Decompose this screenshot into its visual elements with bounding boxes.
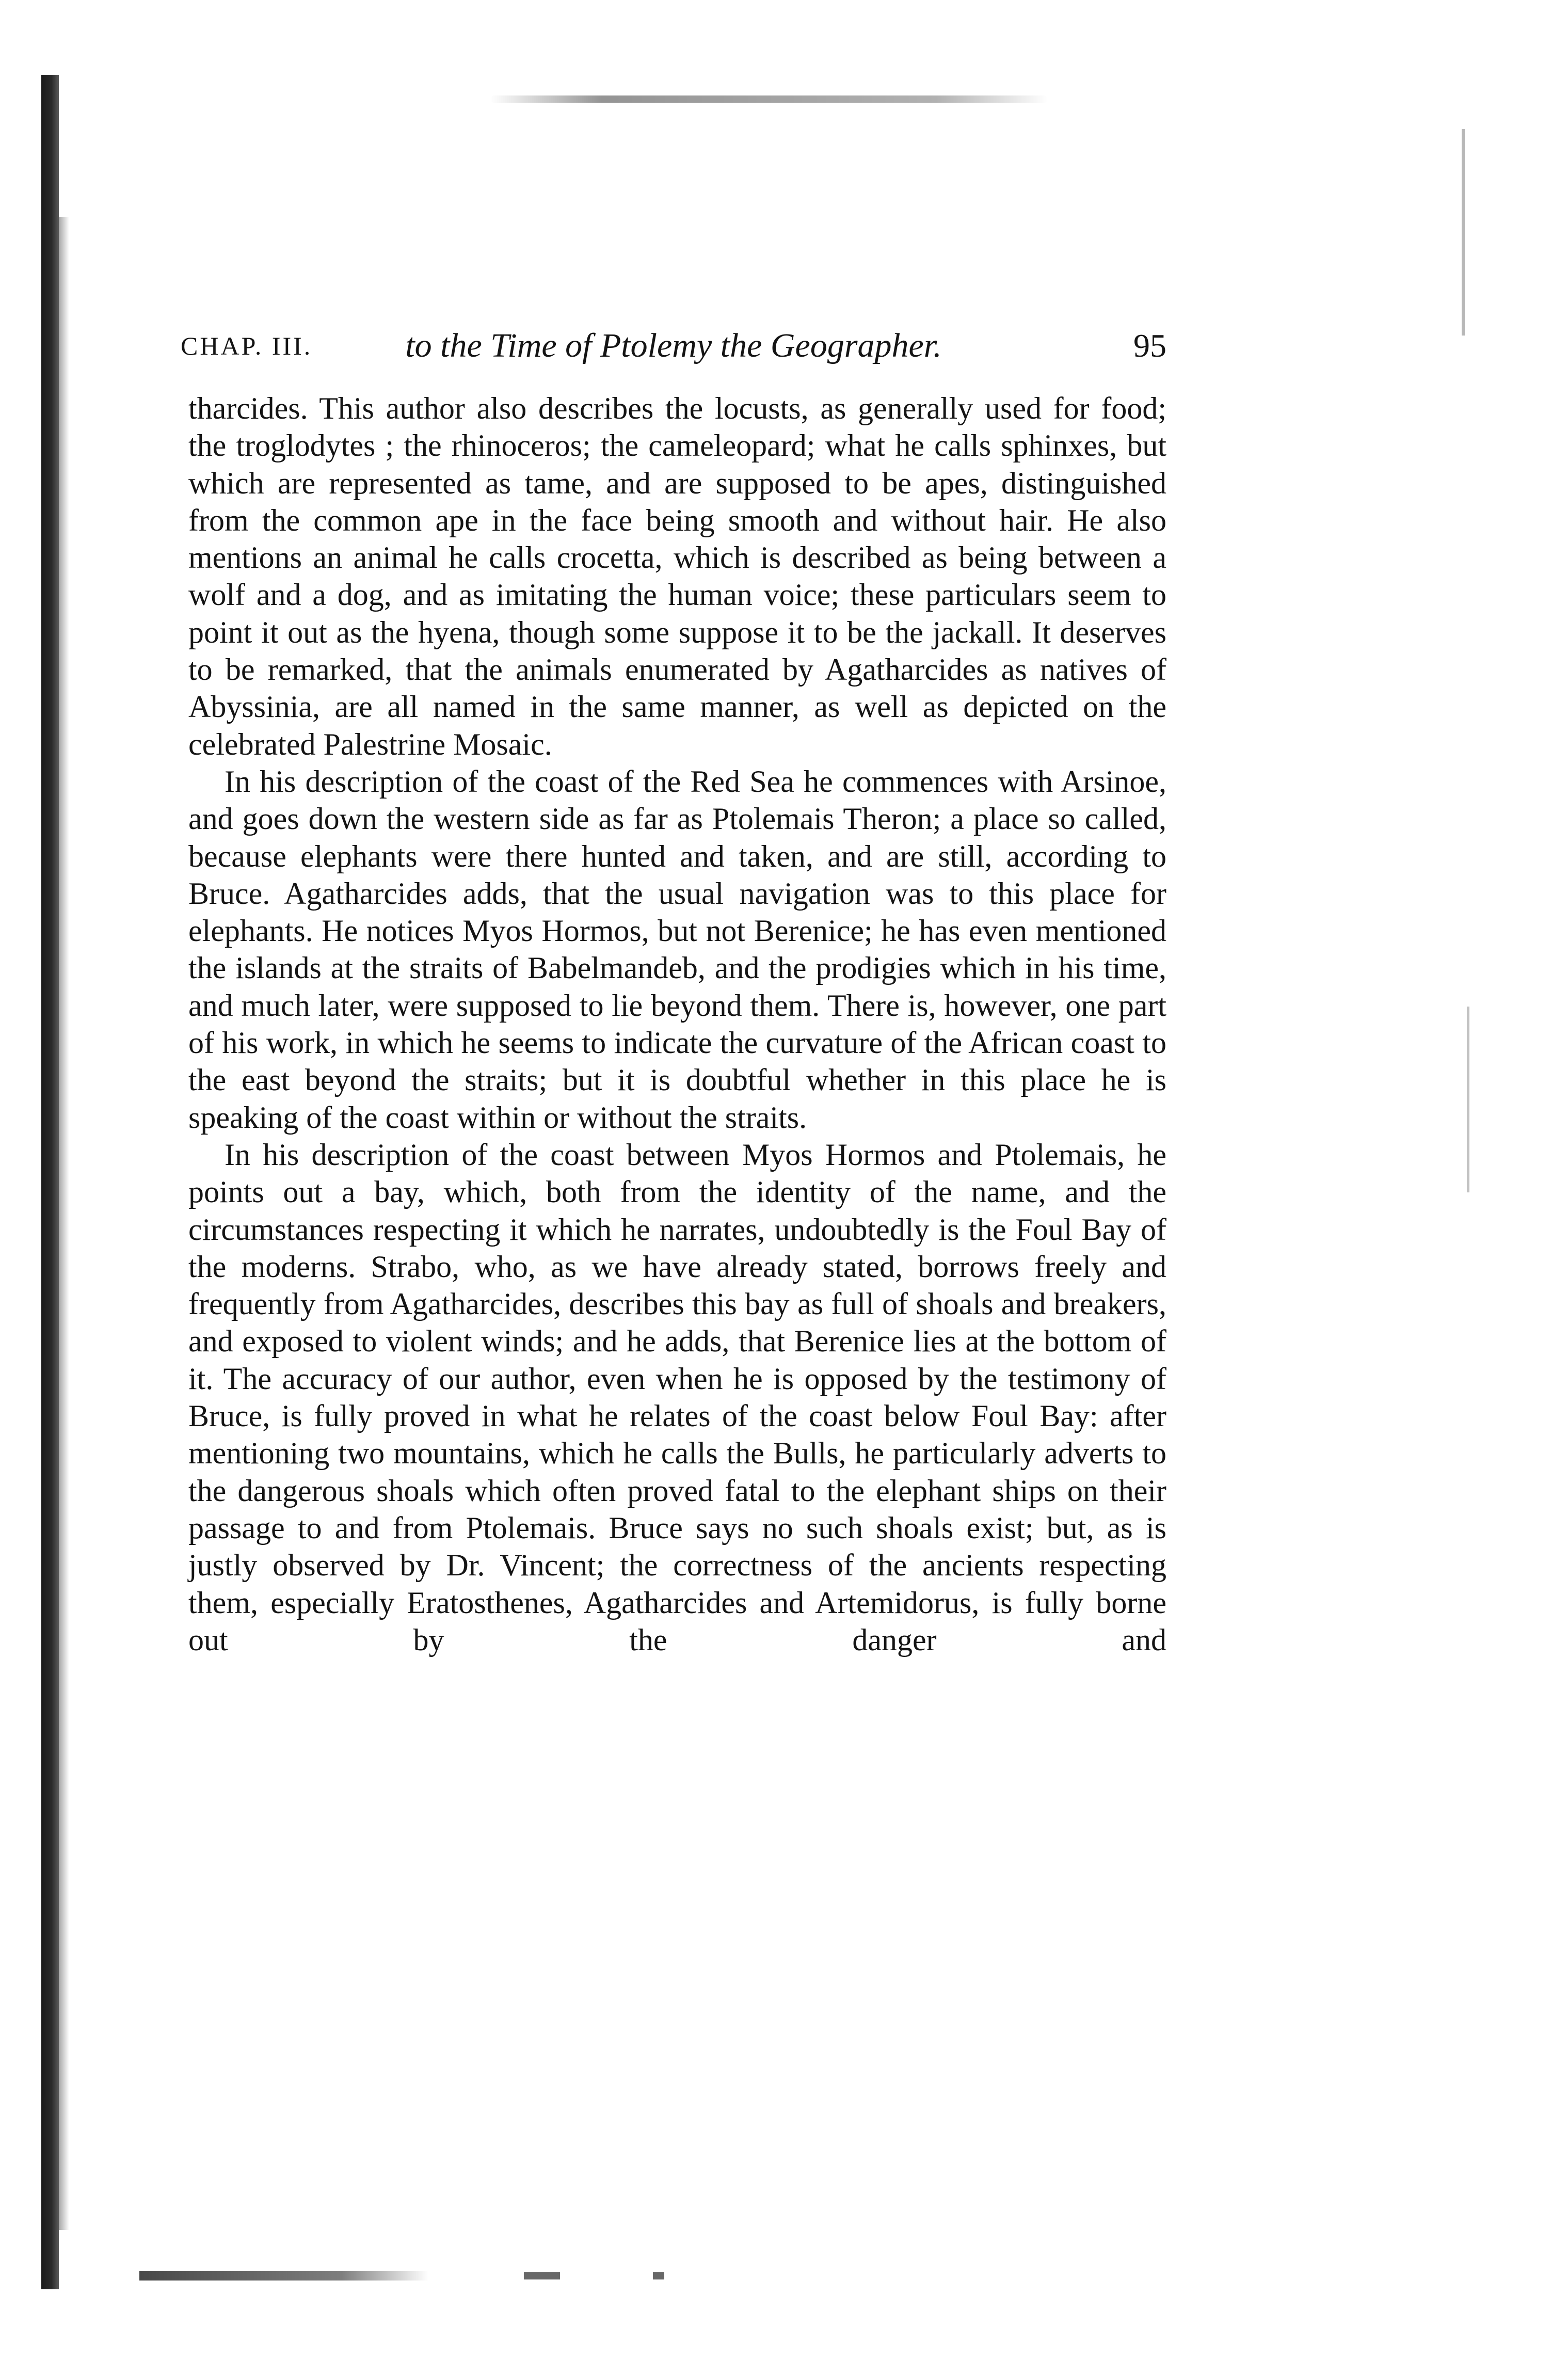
paragraph: tharcides. This author also describes the locusts, as generally used for food; the troglodytes ; the rhinoceros; the cameleopard; what he calls sphinxes, but which are represented as tame, and are supposed to be apes, distinguished from the common ape in the face being smooth and without hair. He also mentions an animal he calls crocetta, which is described as being between a wolf and a dog, and as imitating the human voice; these particulars seem to point it out as the hyena, though some suppose it to be the jackall. It deserves to be remarked, that the animals enumerated by Agatharcides as natives of Abyssinia, are all named in the same manner, as well as depicted on the celebrated Palestrine Mosaic.	[188, 391, 1166, 761]
body-text	[188, 390, 1166, 1659]
scan-edge-shadow	[59, 217, 69, 2230]
scan-smudge-top	[490, 95, 1048, 103]
running-head	[181, 325, 1166, 366]
scan-edge-right-lower	[1467, 1007, 1469, 1192]
scan-smudge-bottom-3	[653, 2272, 664, 2279]
chapter-label: CHAP. III.	[181, 331, 313, 360]
paragraph: In his description of the coast between Myos Hormos and Ptolemais, he points out a bay, which, both from the identity of the name, and the circumstances respecting it which he narrates, undoubtedly is the Foul Bay of the moderns. Strabo, who, as we have already stated, borrows freely and frequently from Agatharcides, describes this bay as full of shoals and breakers, and exposed to violent winds; and he adds, that Berenice lies at the bottom of it. The accuracy of our author, even when he is opposed by the testimony of Bruce, is fully proved in what he relates of the coast below Foul Bay: after mentioning two mountains, which he calls the Bulls, he particularly adverts to the dangerous shoals which often proved fatal to the elephant ships on their passage to and from Ptolemais. Bruce says no such shoals exist; but, as is justly observed by Dr. Vincent; the correctness of the ancients respecting them, especially Eratosthenes, Agatharcides and Artemidorus, is fully borne out by the danger and	[188, 1137, 1166, 1657]
scan-smudge-bottom-2	[524, 2272, 560, 2279]
scan-edge-left	[41, 75, 59, 2289]
page-number: 95	[1133, 327, 1166, 364]
paragraph: In his description of the coast of the Red Sea he commences with Arsinoe, and goes down the western side as far as Ptolemais Theron; a place so called, because elephants were there hunted and taken, and are still, according to Bruce. Agatharcides adds, that the usual navigation was to this place for elephants. He notices Myos Hormos, but not Berenice; he has even mentioned the islands at the straits of Babelmandeb, and the prodigies which in his time, and much later, were supposed to lie beyond them. There is, however, one part of his work, in which he seems to indicate the curvature of the African coast to the east beyond the straits; but it is doubtful whether in this place he is speaking of the coast within or without the straits.	[188, 764, 1166, 1135]
scan-edge-right	[1462, 129, 1465, 336]
running-title: to the Time of Ptolemy the Geographer.	[405, 327, 942, 364]
scan-smudge-bottom	[139, 2271, 428, 2281]
